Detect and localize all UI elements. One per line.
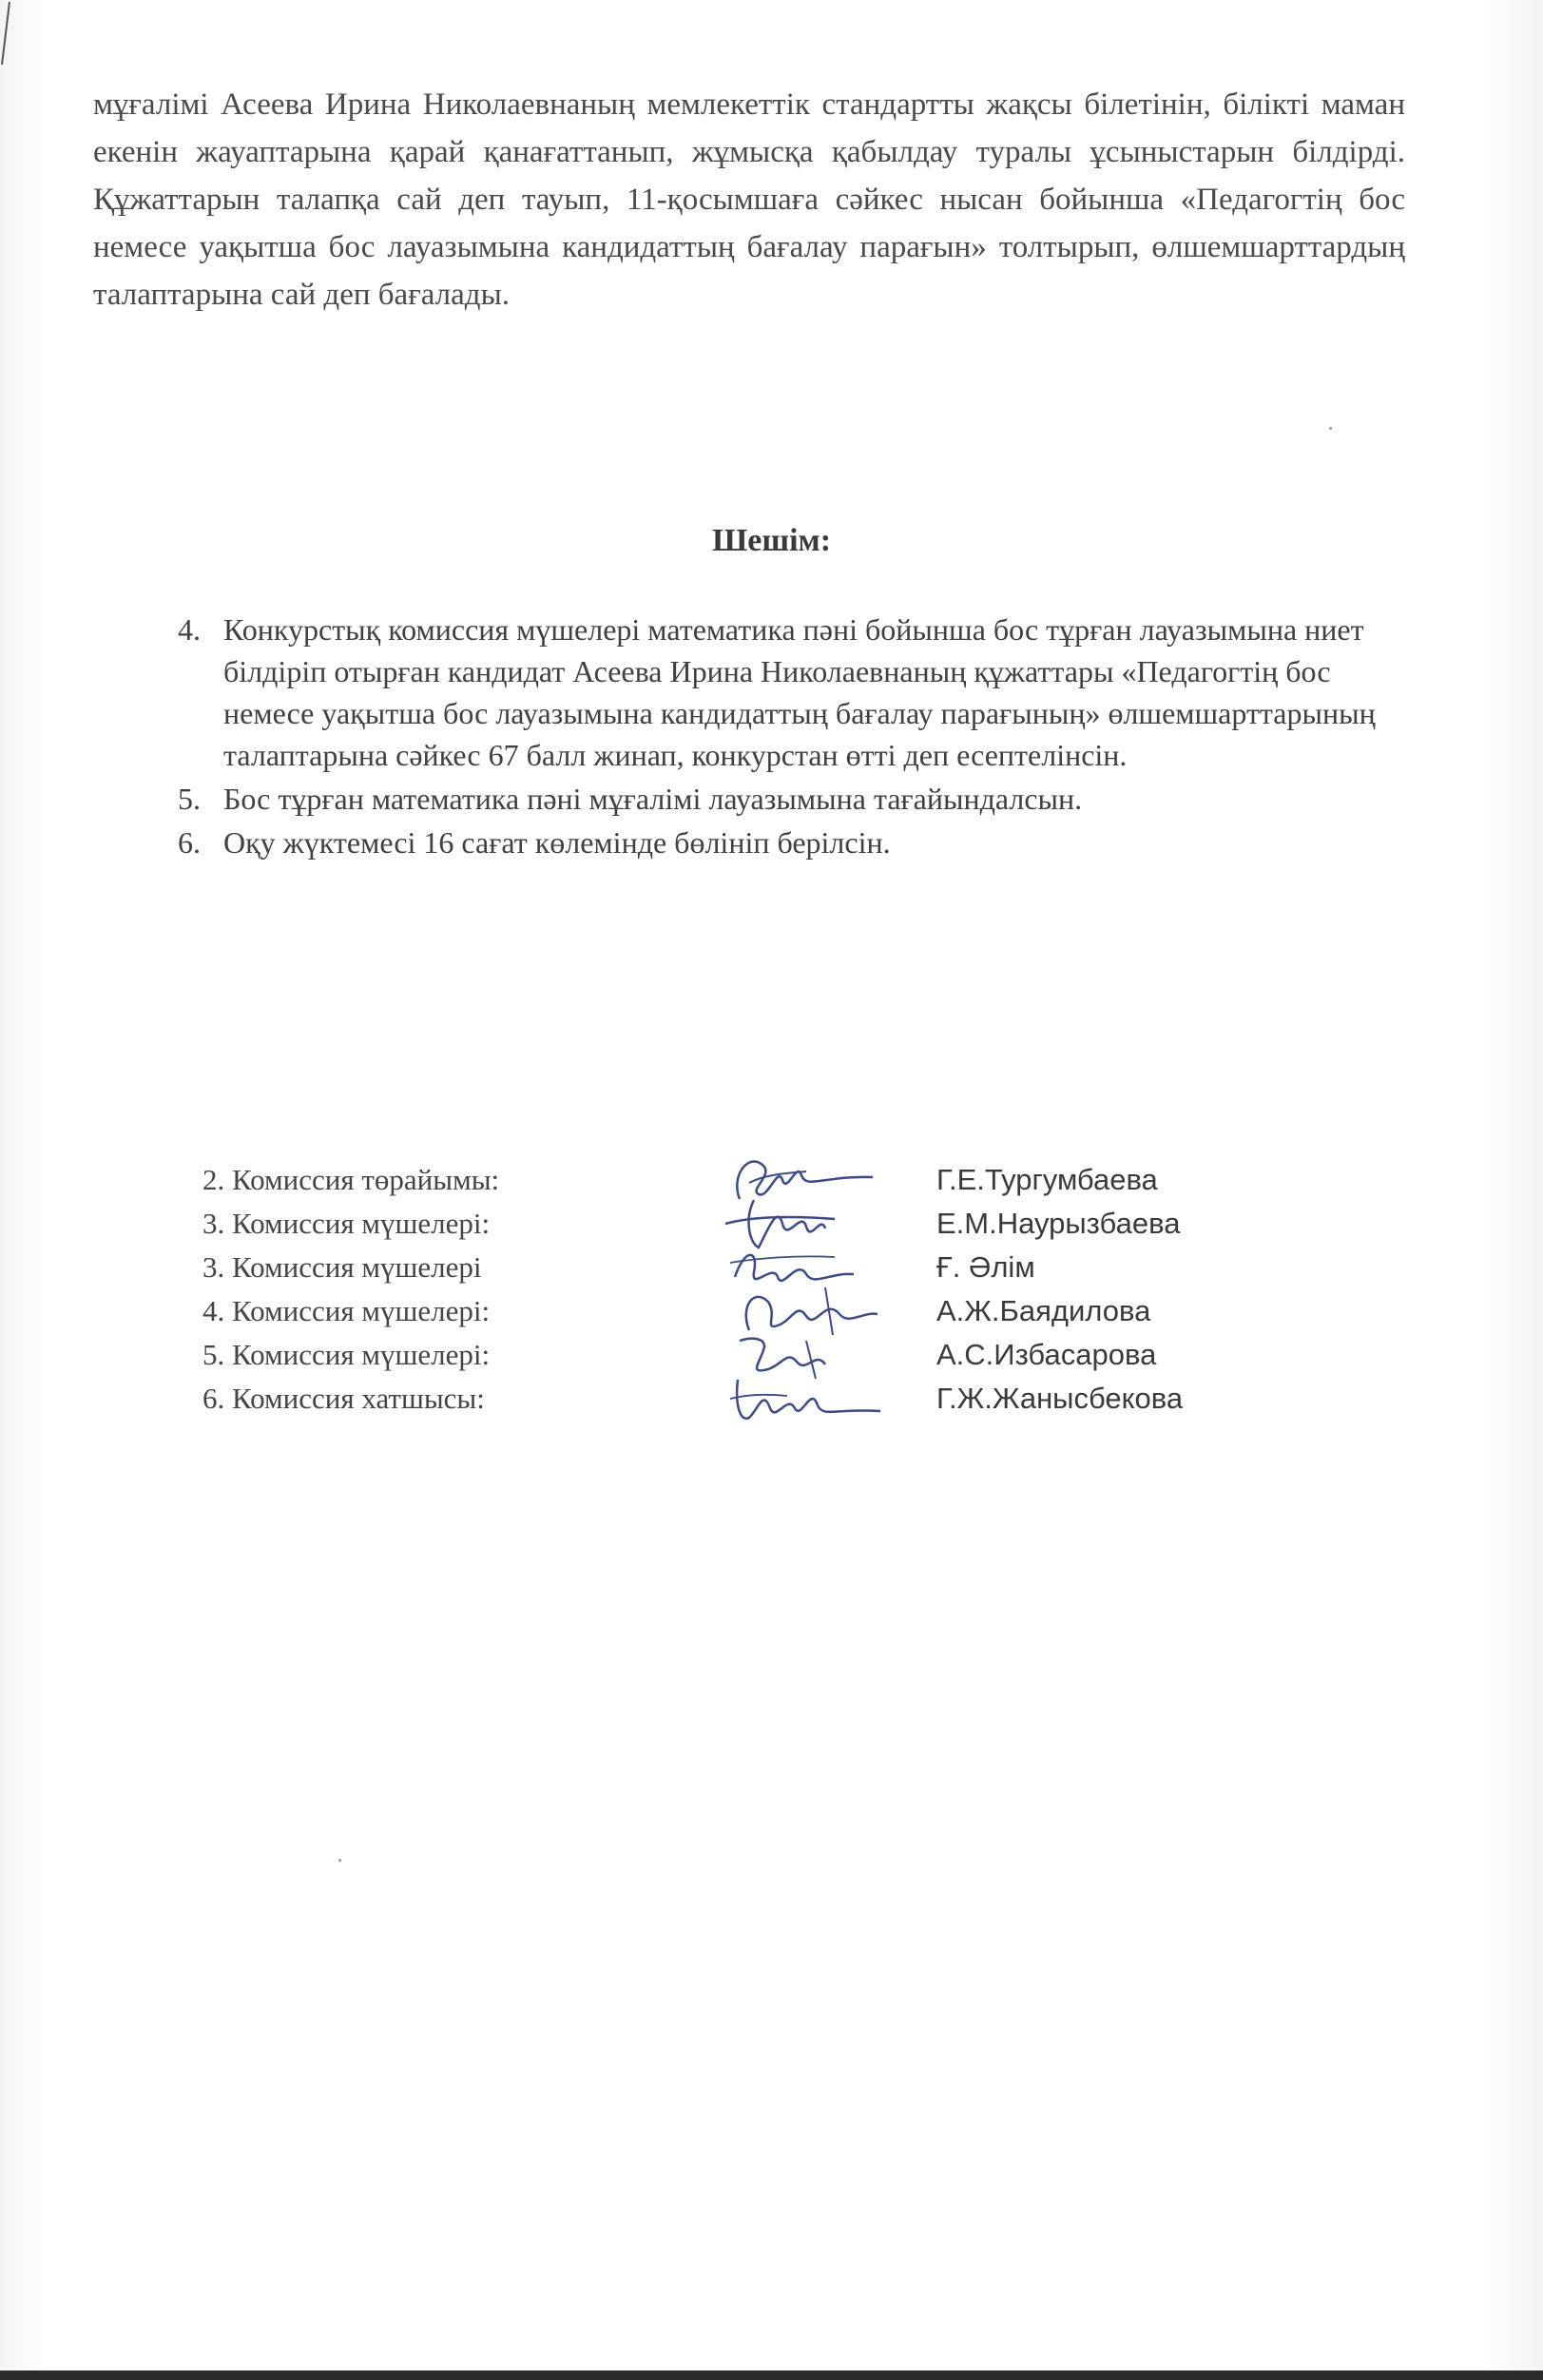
intro-paragraph: мұғалімі Асеева Ирина Николаевнаның мемлекеттік стандартты жақсы білетінін, білікті маман екенін жауаптарына қарай қанағаттанып, жұмысқа қабылдау туралы ұсыныстарын білдірді. Құжаттарын талапқа сай деп тауып, 11-қосымшаға сәйкес нысан бойынша «Педагогтің бос немесе уақытша бос лауазымына кандидаттың бағалау парағын» толтырып, өлшемшарттардың талаптарына сай деп бағалады.	[93, 87, 1405, 312]
signer-name: А.Ж.Баядилова	[936, 1294, 1151, 1327]
decision-text: Конкурстық комиссия мүшелері математика пәні бойынша бос тұрған лауазымына ниет білдіріп отырған кандидат Асеева Ирина Николаевнаның құжаттары «Педагогтің бос немесе уақытша бос лауазымына кандидаттың бағалау парағының» өлшемшарттарының талаптарына сәйкес 67 балл жинап, конкурстан өтті деп есептелінсін.	[223, 612, 1376, 772]
decision-list	[166, 609, 1402, 865]
signer-name: А.С.Избасарова	[936, 1338, 1157, 1371]
signer-role: 6. Комиссия хатшысы:	[203, 1382, 485, 1415]
decision-number: 4.	[178, 612, 201, 647]
signer-name: Г.Ж.Жанысбекова	[936, 1382, 1184, 1415]
speck	[338, 1859, 341, 1862]
signer-name: Е.М.Наурызбаева	[936, 1207, 1181, 1240]
signer-role: 2. Комиссия төрайымы:	[203, 1163, 500, 1196]
decision-number: 5.	[178, 782, 201, 816]
decision-item	[166, 822, 1402, 863]
decision-heading: Шешім:	[711, 523, 832, 558]
handwritten-signature	[711, 1365, 882, 1432]
decision-text: Бос тұрған математика пәні мұғалімі лауазымына тағайындалсын.	[223, 782, 1083, 816]
decision-item	[166, 609, 1402, 776]
signer-role: 3. Комиссия мүшелері:	[203, 1207, 491, 1240]
signer-name: Ғ. Әлім	[936, 1250, 1035, 1284]
decision-text: Оқу жүктемесі 16 сағат көлемінде бөлініп берілсін.	[223, 825, 891, 860]
decision-number: 6.	[178, 825, 201, 860]
decision-item	[166, 778, 1402, 820]
signer-role: 3. Комиссия мүшелері	[203, 1250, 482, 1284]
page-corner-mark	[0, 0, 19, 67]
signer-name: Г.Е.Тургумбаева	[936, 1163, 1158, 1196]
speck	[1329, 427, 1332, 430]
signature-block	[203, 1158, 1343, 1421]
signer-role: 5. Комиссия мүшелері:	[203, 1338, 491, 1371]
signer-role: 4. Комиссия мүшелері:	[203, 1294, 491, 1327]
page-bottom-edge	[0, 2370, 1543, 2380]
signature-row	[203, 1377, 1343, 1421]
